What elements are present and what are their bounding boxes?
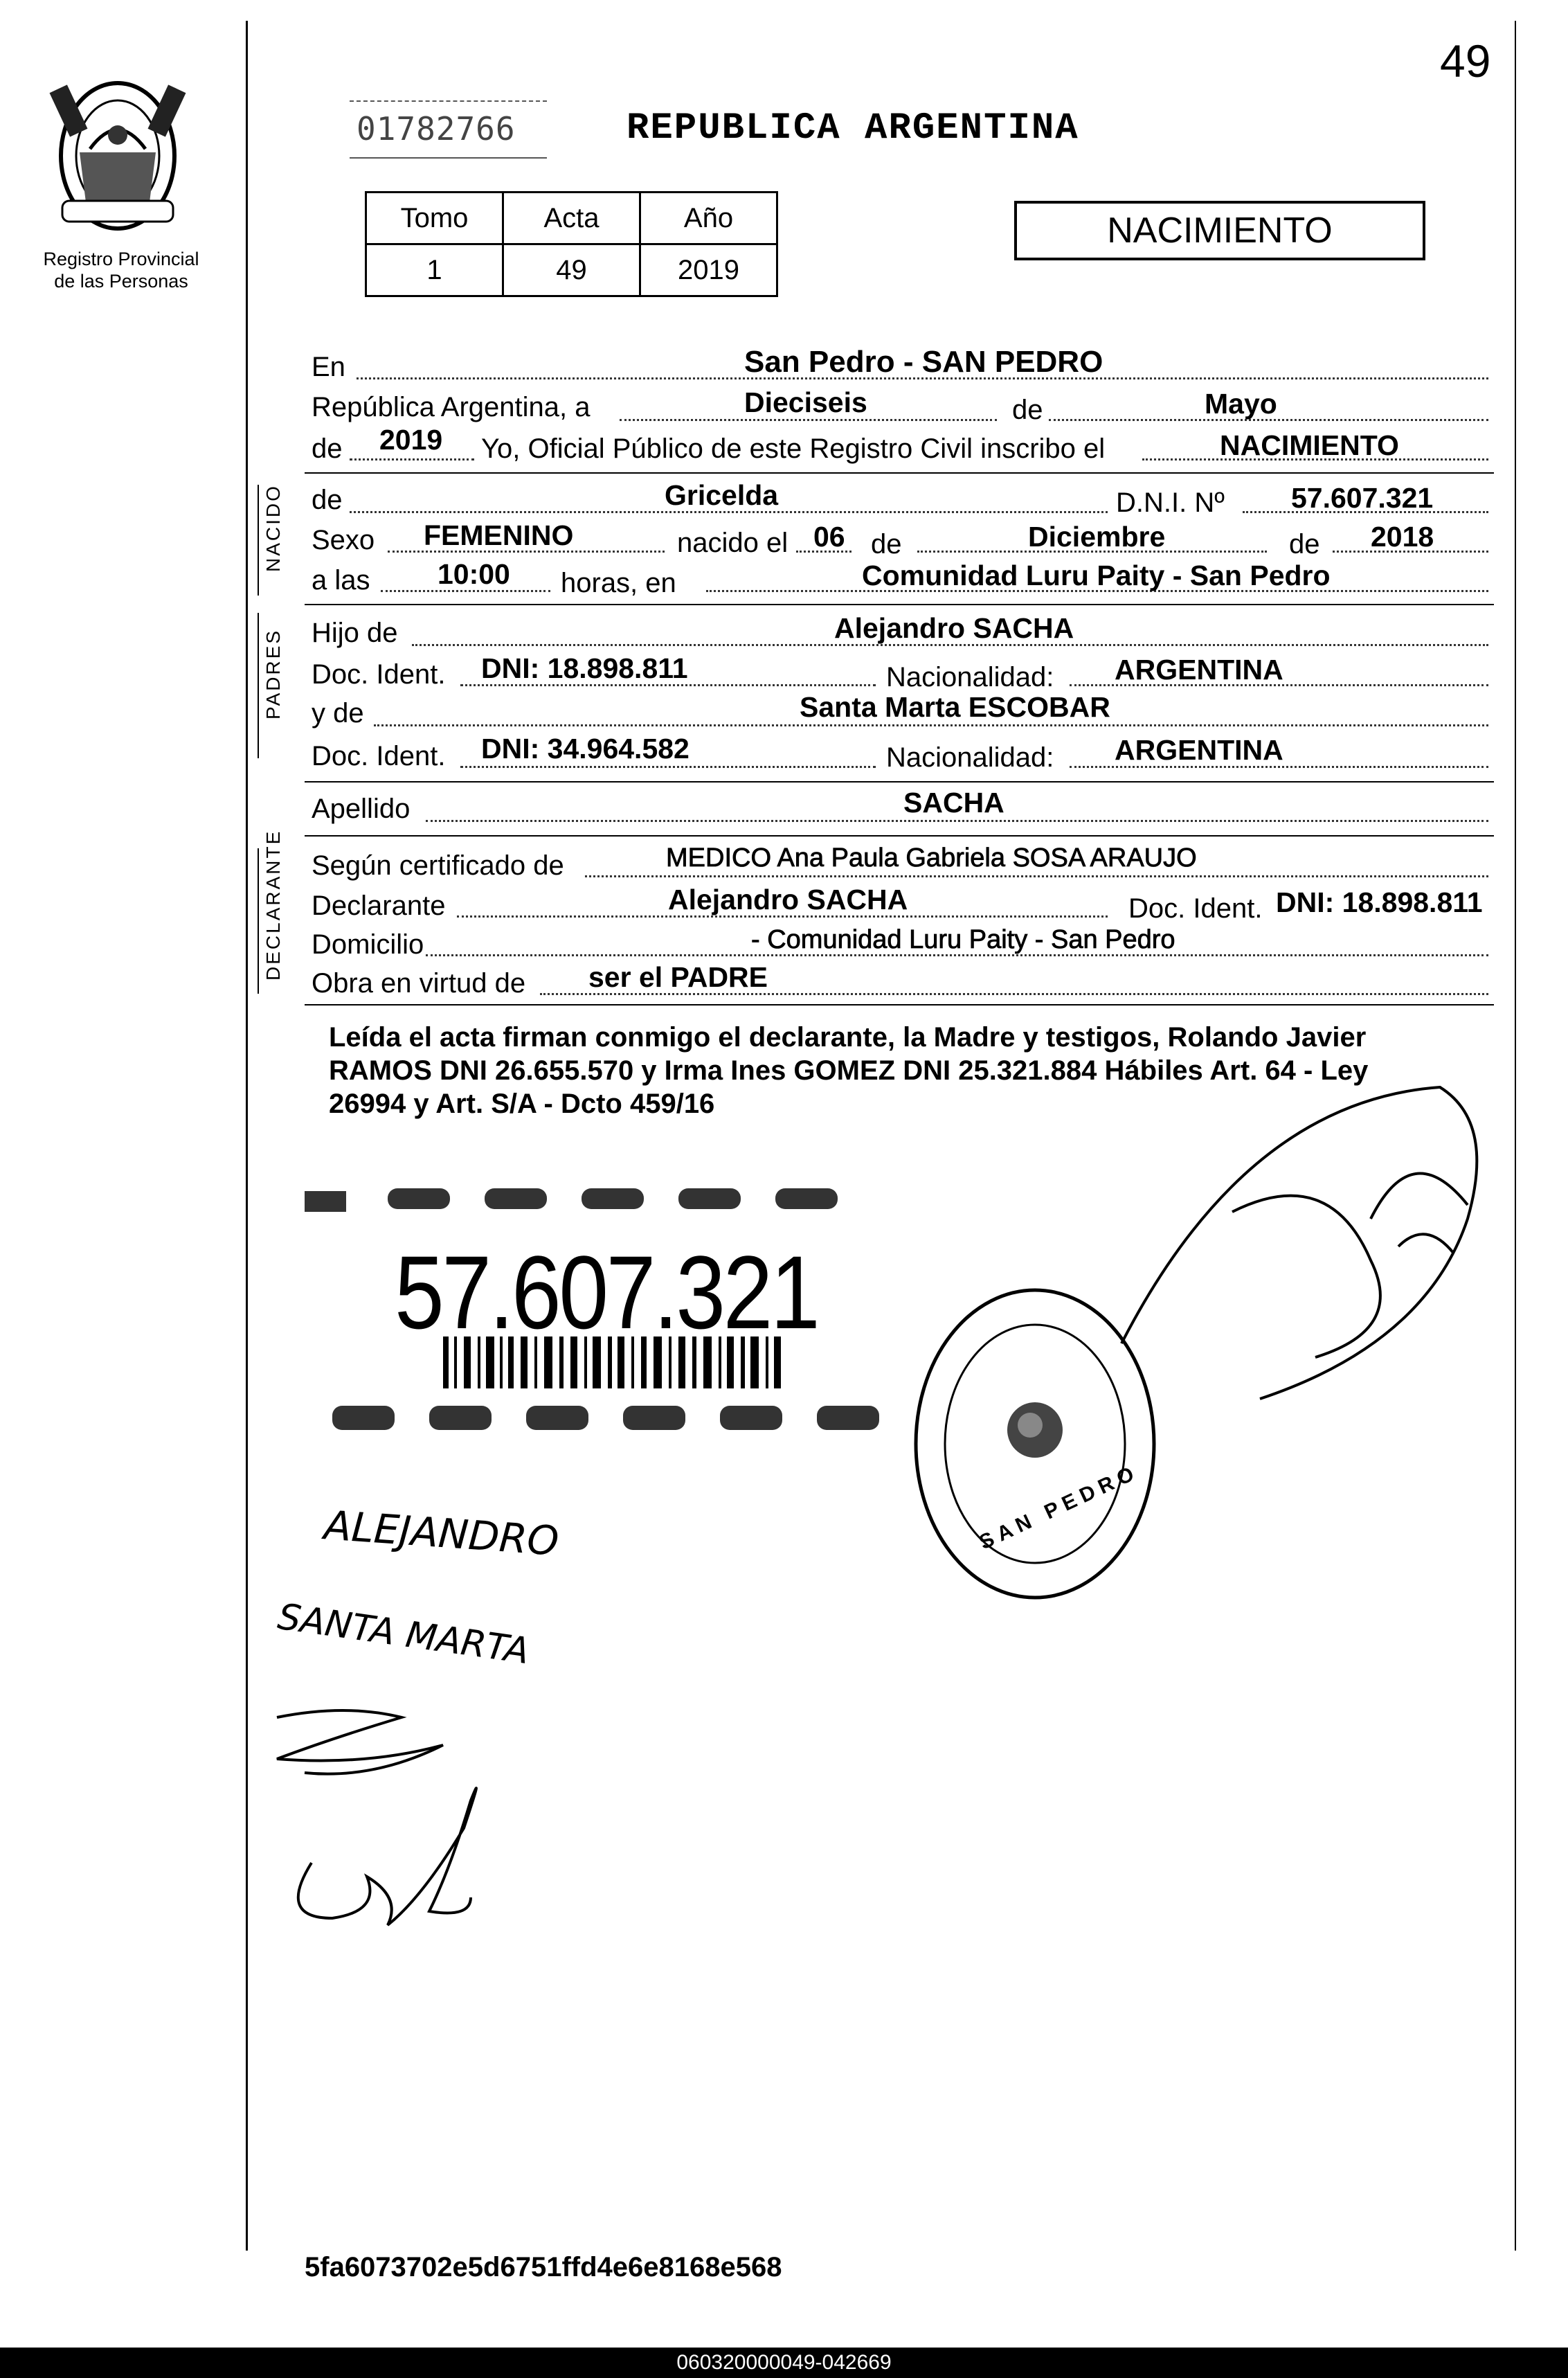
madre-doc-label: Doc. Ident. [312, 741, 446, 771]
nacido-de-label: de [312, 485, 343, 515]
declarante-doc: DNI: 18.898.811 [1276, 886, 1483, 918]
intro-de-label2: de [312, 433, 343, 464]
segun-label: Según certificado de [312, 850, 564, 881]
nacido-nombre: Gricelda [665, 479, 779, 511]
section-bracket [258, 613, 259, 758]
padre-nombre: Alejandro SACHA [834, 612, 1074, 644]
closing-line-2: RAMOS DNI 26.655.570 y Irma Ines GOMEZ DNI 25.321.884 Hábiles Art. 64 - Ley [329, 1055, 1369, 1086]
anio-header: Año [640, 193, 777, 244]
madre-nombre: Santa Marta ESCOBAR [800, 691, 1110, 723]
apellido-value: SACHA [903, 787, 1004, 819]
separator-line [305, 1004, 1494, 1005]
seal-misiones [38, 69, 197, 242]
dotted-line [426, 820, 1488, 822]
official-signature [1108, 1080, 1523, 1454]
madre-nac-label: Nacionalidad: [886, 742, 1054, 773]
serial-number: 01782766 [357, 110, 516, 147]
signature-scribbles-graphic [263, 1690, 526, 1953]
padre-doc-label: Doc. Ident. [312, 659, 446, 690]
sexo-label: Sexo [312, 525, 375, 555]
closing-line-1: Leída el acta firman conmigo el declarante, la Madre y testigos, Rolando Javier [329, 1022, 1367, 1053]
republica-label: República Argentina, a [312, 392, 591, 422]
dotted-line [620, 419, 997, 421]
declarante-field-label: Declarante [312, 891, 446, 921]
footer-code: 060320000049-042669 [676, 2351, 892, 2374]
anio-value: 2019 [640, 244, 777, 296]
separator-line [305, 781, 1494, 783]
separator-line [305, 472, 1494, 474]
logo-caption [21, 248, 222, 292]
dotted-line [374, 724, 1488, 726]
page-number: 49 [1440, 35, 1491, 87]
dni-label: D.N.I. Nº [1116, 488, 1225, 518]
declarante-nombre: Alejandro SACHA [668, 884, 908, 915]
document-title: REPUBLICA ARGENTINA [627, 107, 1079, 150]
obra-value: ser el PADRE [588, 961, 768, 993]
dotted-line [350, 458, 474, 461]
intro-dia: Dieciseis [744, 386, 867, 418]
separator-line [305, 835, 1494, 837]
domicilio-label: Domicilio [312, 929, 424, 960]
logo-caption-line2: de las Personas [54, 271, 188, 292]
nacido-hora: 10:00 [438, 558, 510, 590]
footer-bar [0, 2348, 1568, 2378]
nacido-label: NACIDO [262, 484, 284, 572]
intro-acto: NACIMIENTO [1220, 429, 1399, 461]
dni-security-label [305, 1163, 910, 1454]
madre-nacionalidad: ARGENTINA [1115, 734, 1283, 766]
serial-stamp [350, 100, 547, 159]
intro-de-label: de [1012, 395, 1043, 425]
intro-mes: Mayo [1205, 388, 1277, 420]
section-bracket [258, 848, 259, 994]
signature-alejandro: ALEJANDRO [323, 1501, 561, 1565]
nacido-de-anio-label: de [1289, 529, 1320, 560]
dotted-line [585, 875, 1488, 877]
oficial-text: Yo, Oficial Público de este Registro Civil inscribo el [481, 433, 1106, 464]
intro-lugar: San Pedro - SAN PEDRO [744, 345, 1103, 379]
section-bracket [258, 485, 259, 596]
nacido-dia: 06 [813, 521, 845, 553]
logo-caption-line1: Registro Provincial [43, 249, 199, 269]
nacido-anio: 2018 [1371, 521, 1434, 553]
padre-doc: DNI: 18.898.811 [481, 652, 688, 684]
seal-center-text: SAN PEDRO [975, 1460, 1143, 1555]
a-las-label: a las [312, 565, 370, 596]
intro-anio: 2019 [379, 424, 443, 456]
signature-santa-marta: SANTA MARTA [275, 1595, 532, 1673]
nacido-sexo: FEMENINO [424, 519, 574, 551]
dni-big-number: 57.607.321 [395, 1234, 818, 1350]
document-type-box: NACIMIENTO [1014, 201, 1425, 260]
padre-nac-label: Nacionalidad: [886, 662, 1054, 692]
declarante-doc-label: Doc. Ident. [1128, 893, 1263, 924]
en-label: En [312, 352, 345, 382]
obra-label: Obra en virtud de [312, 968, 526, 999]
nacido-dni: 57.607.321 [1291, 482, 1434, 514]
acta-header: Acta [503, 193, 640, 244]
apellido-label: Apellido [312, 794, 411, 824]
padre-nacionalidad: ARGENTINA [1115, 654, 1283, 686]
tomo-value: 1 [366, 244, 503, 296]
registry-logo [38, 69, 197, 242]
y-de-label: y de [312, 698, 364, 728]
hijo-de-label: Hijo de [312, 618, 398, 648]
domicilio-value: - Comunidad Luru Paity - San Pedro [751, 925, 1175, 954]
closing-line-3: 26994 y Art. S/A - Dcto 459/16 [329, 1089, 715, 1119]
padres-label: PADRES [262, 628, 284, 719]
acta-value: 49 [503, 244, 640, 296]
official-signature-graphic [1108, 1080, 1523, 1454]
dotted-line [460, 766, 876, 768]
left-margin-line [246, 21, 248, 2251]
certificado-value: MEDICO Ana Paula Gabriela SOSA ARAUJO [666, 843, 1197, 873]
nacido-de-mes-label: de [871, 529, 902, 560]
madre-doc: DNI: 34.964.582 [481, 733, 690, 765]
document-hash: 5fa6073702e5d6751ffd4e6e8168e568 [305, 2252, 782, 2282]
signature-scribbles [263, 1690, 526, 1953]
separator-line [305, 604, 1494, 605]
declarante-label: DECLARANTE [262, 829, 284, 981]
nacido-el-label: nacido el [677, 528, 788, 558]
registry-reference-table [365, 191, 778, 297]
nacido-lugar: Comunidad Luru Paity - San Pedro [862, 560, 1331, 591]
tomo-header: Tomo [366, 193, 503, 244]
horas-label: horas, en [561, 568, 676, 598]
nacido-mes: Diciembre [1028, 521, 1166, 553]
